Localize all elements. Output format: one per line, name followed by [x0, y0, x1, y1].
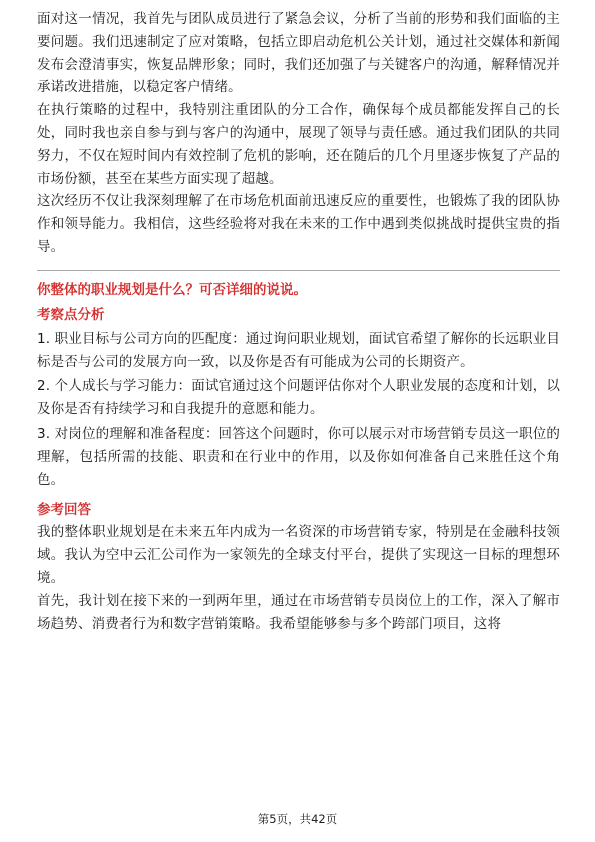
- section-divider: [37, 270, 560, 271]
- answer-paragraph: 我的整体职业规划是在未来五年内成为一名资深的市场营销专家，特别是在金融科技领域。我认为空中云汇公司作为一家领先的全球支付平台，提供了实现这一目标的理想环境。: [37, 524, 560, 586]
- analysis-item: 1. 职业目标与公司方向的匹配度：通过询问职业规划，面试官希望了解你的长远职业目标是否与公司的发展方向一致，以及你是否有可能成为公司的长期资产。: [37, 330, 560, 370]
- answer-paragraph: 首先，我计划在接下来的一到两年里，通过在市场营销专员岗位上的工作，深入了解市场趋势、消费者行为和数字营销策略。我希望能够参与多个跨部门项目，这将: [37, 592, 560, 632]
- intro-paragraph: 在执行策略的过程中，我特别注重团队的分工合作，确保每个成员都能发挥自己的长处，同时我也亲自参与到与客户的沟通中，展现了领导与责任感。通过我们团队的共同努力，不仅在短时间内有效控制了危机的影响，还在随后的几个月里逐步恢复了产品的市场份额，甚至在某些方面实现了超越。: [37, 102, 560, 187]
- analysis-item: 2. 个人成长与学习能力：面试官通过这个问题评估你对个人职业发展的态度和计划，以及你是否有持续学习和自我提升的意愿和能力。: [37, 378, 560, 418]
- page-content: [37, 8, 560, 635]
- intro-paragraph: 面对这一情况，我首先与团队成员进行了紧急会议，分析了当前的形势和我们面临的主要问题。我们迅速制定了应对策略，包括立即启动危机公关计划，通过社交媒体和新闻发布会澄清事实，恢复品牌形象；同时，我们还加强了与关键客户的沟通，解释情况并承诺改进措施，以稳定客户情绪。: [37, 11, 560, 96]
- answer-heading: 参考回答: [37, 502, 91, 519]
- analysis-item: 3. 对岗位的理解和准备程度：回答这个问题时，你可以展示对市场营销专员这一职位的理解，包括所需的技能、职责和在行业中的作用，以及你如何准备自己来胜任这个角色。: [37, 425, 560, 488]
- interview-question: 你整体的职业规划是什么？可否详细的说说。: [37, 281, 307, 298]
- intro-section: [37, 8, 560, 259]
- page-number-footer: 第5页，共42页: [257, 812, 338, 826]
- intro-paragraph: 这次经历不仅让我深刻理解了在市场危机面前迅速反应的重要性，也锻炼了我的团队协作和领导能力。我相信，这些经验将对我在未来的工作中遇到类似挑战时提供宝贵的指导。: [37, 193, 560, 255]
- analysis-heading: 考察点分析: [37, 306, 105, 323]
